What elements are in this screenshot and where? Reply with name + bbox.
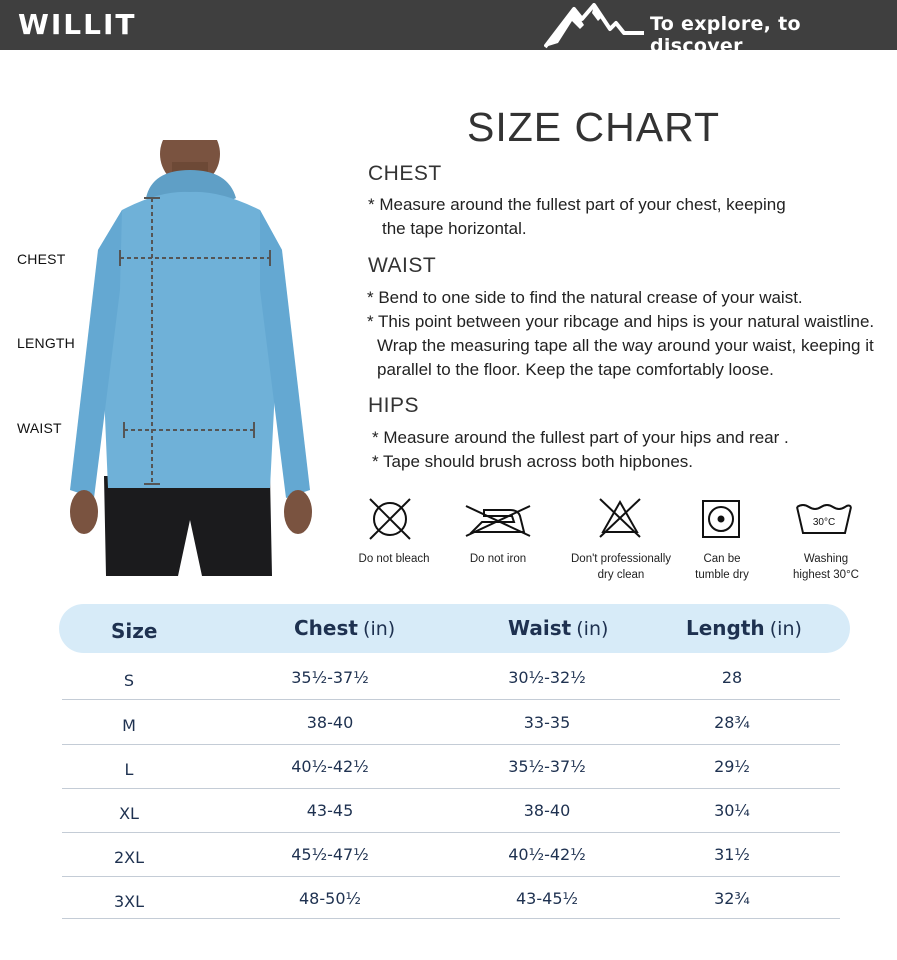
row-divider (62, 876, 840, 877)
waist-instruction: parallel to the floor. Keep the tape comfortably loose. (377, 360, 774, 379)
measure-label-waist: WAIST (17, 420, 62, 436)
hips-section-title: HIPS (368, 394, 420, 417)
care-label-washing: Washing highest 30°C (793, 553, 859, 581)
hips-instruction: * Tape should brush across both hipbones. (372, 452, 694, 471)
care-label-no-iron: Do not iron (469, 553, 527, 565)
measure-label-chest: CHEST (17, 251, 66, 267)
cell-size: L (124, 760, 134, 779)
chest-instruction: the tape horizontal. (382, 219, 527, 238)
cell-chest: 40½-42½ (291, 757, 369, 776)
wash-30-icon (795, 501, 853, 537)
waist-instruction: * Bend to one side to find the natural crease of your waist. (367, 288, 803, 307)
cell-chest: 38-40 (306, 713, 354, 732)
model-hoodie-illustration (60, 140, 320, 580)
size-chart-title: SIZE CHART (467, 104, 720, 150)
row-divider (62, 832, 840, 833)
cell-size: M (122, 716, 136, 735)
brand-logo: WILLIT (18, 8, 137, 41)
cell-chest: 35½-37½ (291, 668, 369, 687)
mountain-logo-icon (544, 3, 644, 49)
care-label-tumble-dry: Can be tumble dry (695, 553, 749, 581)
cell-chest: 43-45 (306, 801, 354, 820)
no-iron-icon (462, 502, 534, 540)
chest-section-title: CHEST (368, 162, 442, 185)
cell-length: 31½ (714, 845, 750, 864)
cell-waist: 43-45½ (516, 889, 578, 908)
waist-instruction: * This point between your ribcage and hips is your natural waistline. (367, 312, 875, 331)
column-header-size: Size (111, 619, 158, 643)
no-bleach-icon (368, 497, 412, 541)
cell-waist: 30½-32½ (508, 668, 586, 687)
wash-temperature: 30°C (812, 517, 836, 528)
waist-instruction: Wrap the measuring tape all the way around your waist, keeping it (377, 336, 874, 355)
cell-length: 28 (721, 668, 743, 687)
cell-waist: 38-40 (523, 801, 571, 820)
cell-size: S (123, 671, 135, 690)
chest-instruction: * Measure around the fullest part of your chest, keeping (368, 195, 786, 214)
header-bar (0, 0, 897, 57)
row-divider (62, 744, 840, 745)
cell-size: 3XL (113, 892, 145, 911)
cell-chest: 48-50½ (299, 889, 361, 908)
column-header-length: Length (in) (686, 616, 802, 640)
cell-length: 28¾ (714, 713, 750, 732)
row-divider (62, 788, 840, 789)
cell-waist: 35½-37½ (508, 757, 586, 776)
cell-size: XL (119, 804, 139, 823)
cell-length: 29½ (714, 757, 750, 776)
cell-length: 32¾ (714, 889, 750, 908)
cell-waist: 40½-42½ (508, 845, 586, 864)
cell-length: 30¼ (714, 801, 750, 820)
measure-label-length: LENGTH (17, 335, 75, 351)
column-header-chest: Chest (in) (294, 616, 396, 640)
tumble-dry-icon (701, 499, 741, 539)
cell-chest: 45½-47½ (291, 845, 369, 864)
column-header-waist: Waist (in) (508, 616, 609, 640)
row-divider (62, 699, 840, 700)
row-divider (62, 918, 840, 919)
no-dry-clean-icon (597, 496, 643, 540)
tagline: To explore, to discover (650, 13, 801, 57)
care-label-no-bleach: Do not bleach (358, 553, 430, 565)
cell-size: 2XL (113, 848, 145, 867)
care-label-no-dry-clean: Don't professionally dry clean (571, 553, 671, 581)
cell-waist: 33-35 (523, 713, 571, 732)
hips-instruction: * Measure around the fullest part of your hips and rear . (372, 428, 789, 447)
waist-section-title: WAIST (368, 254, 437, 277)
